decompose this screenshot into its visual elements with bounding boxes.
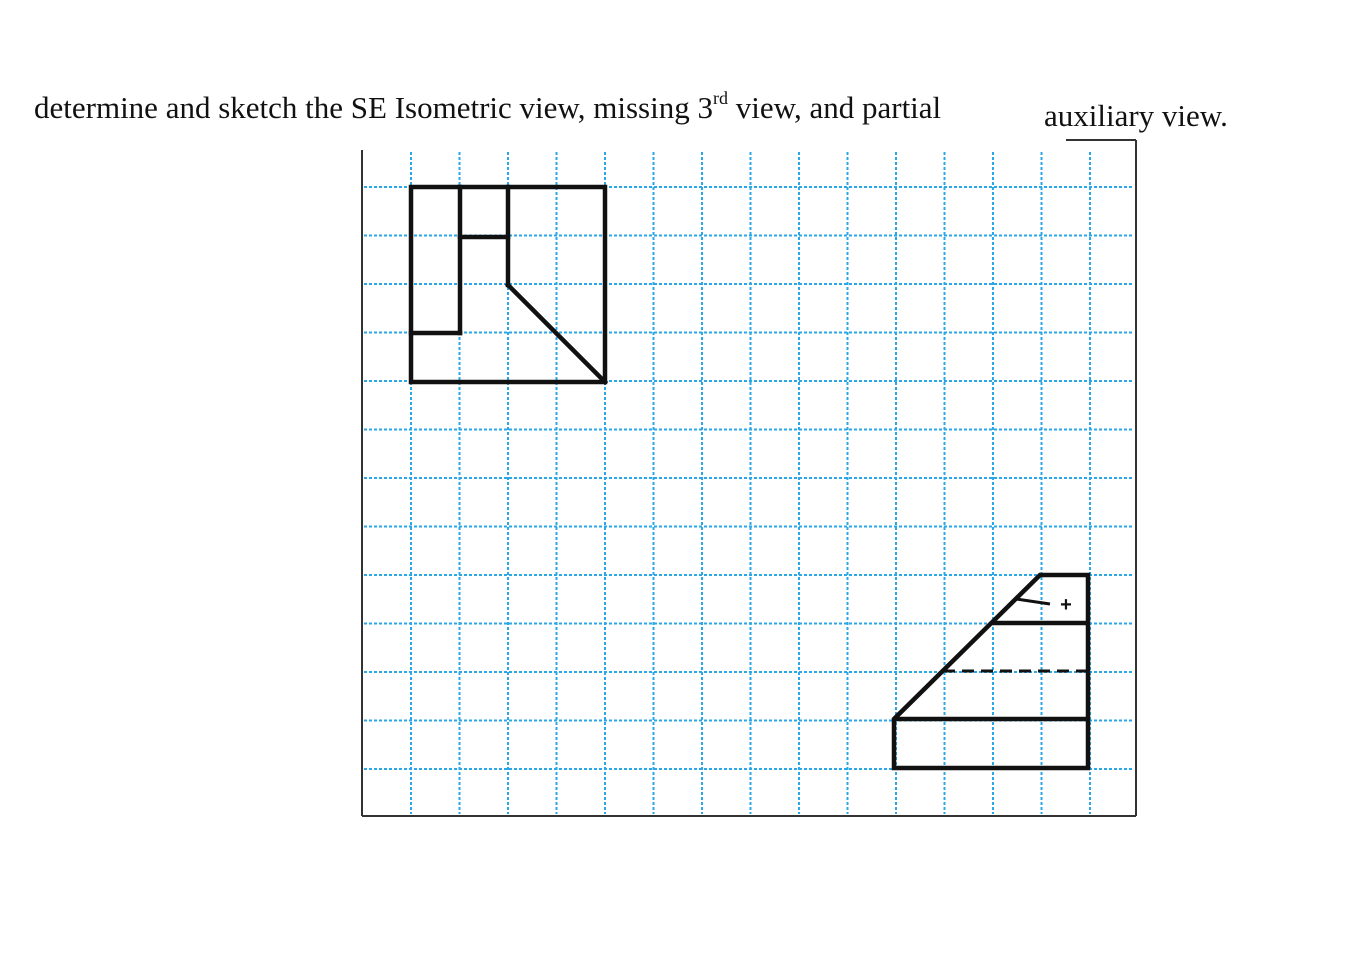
instruction-text-start: determine and sketch the SE Isometric view, missing 3: [34, 90, 713, 125]
front-view: [894, 575, 1088, 768]
instruction-text-tail: auxiliary view.: [1044, 98, 1228, 133]
front-view-leader-line: [1016, 599, 1050, 604]
instruction-text-end: view, and partial: [727, 90, 942, 125]
instruction-superscript: rd: [712, 88, 728, 108]
front-view-marker: +: [1060, 594, 1072, 616]
grid-lines: [364, 152, 1134, 814]
